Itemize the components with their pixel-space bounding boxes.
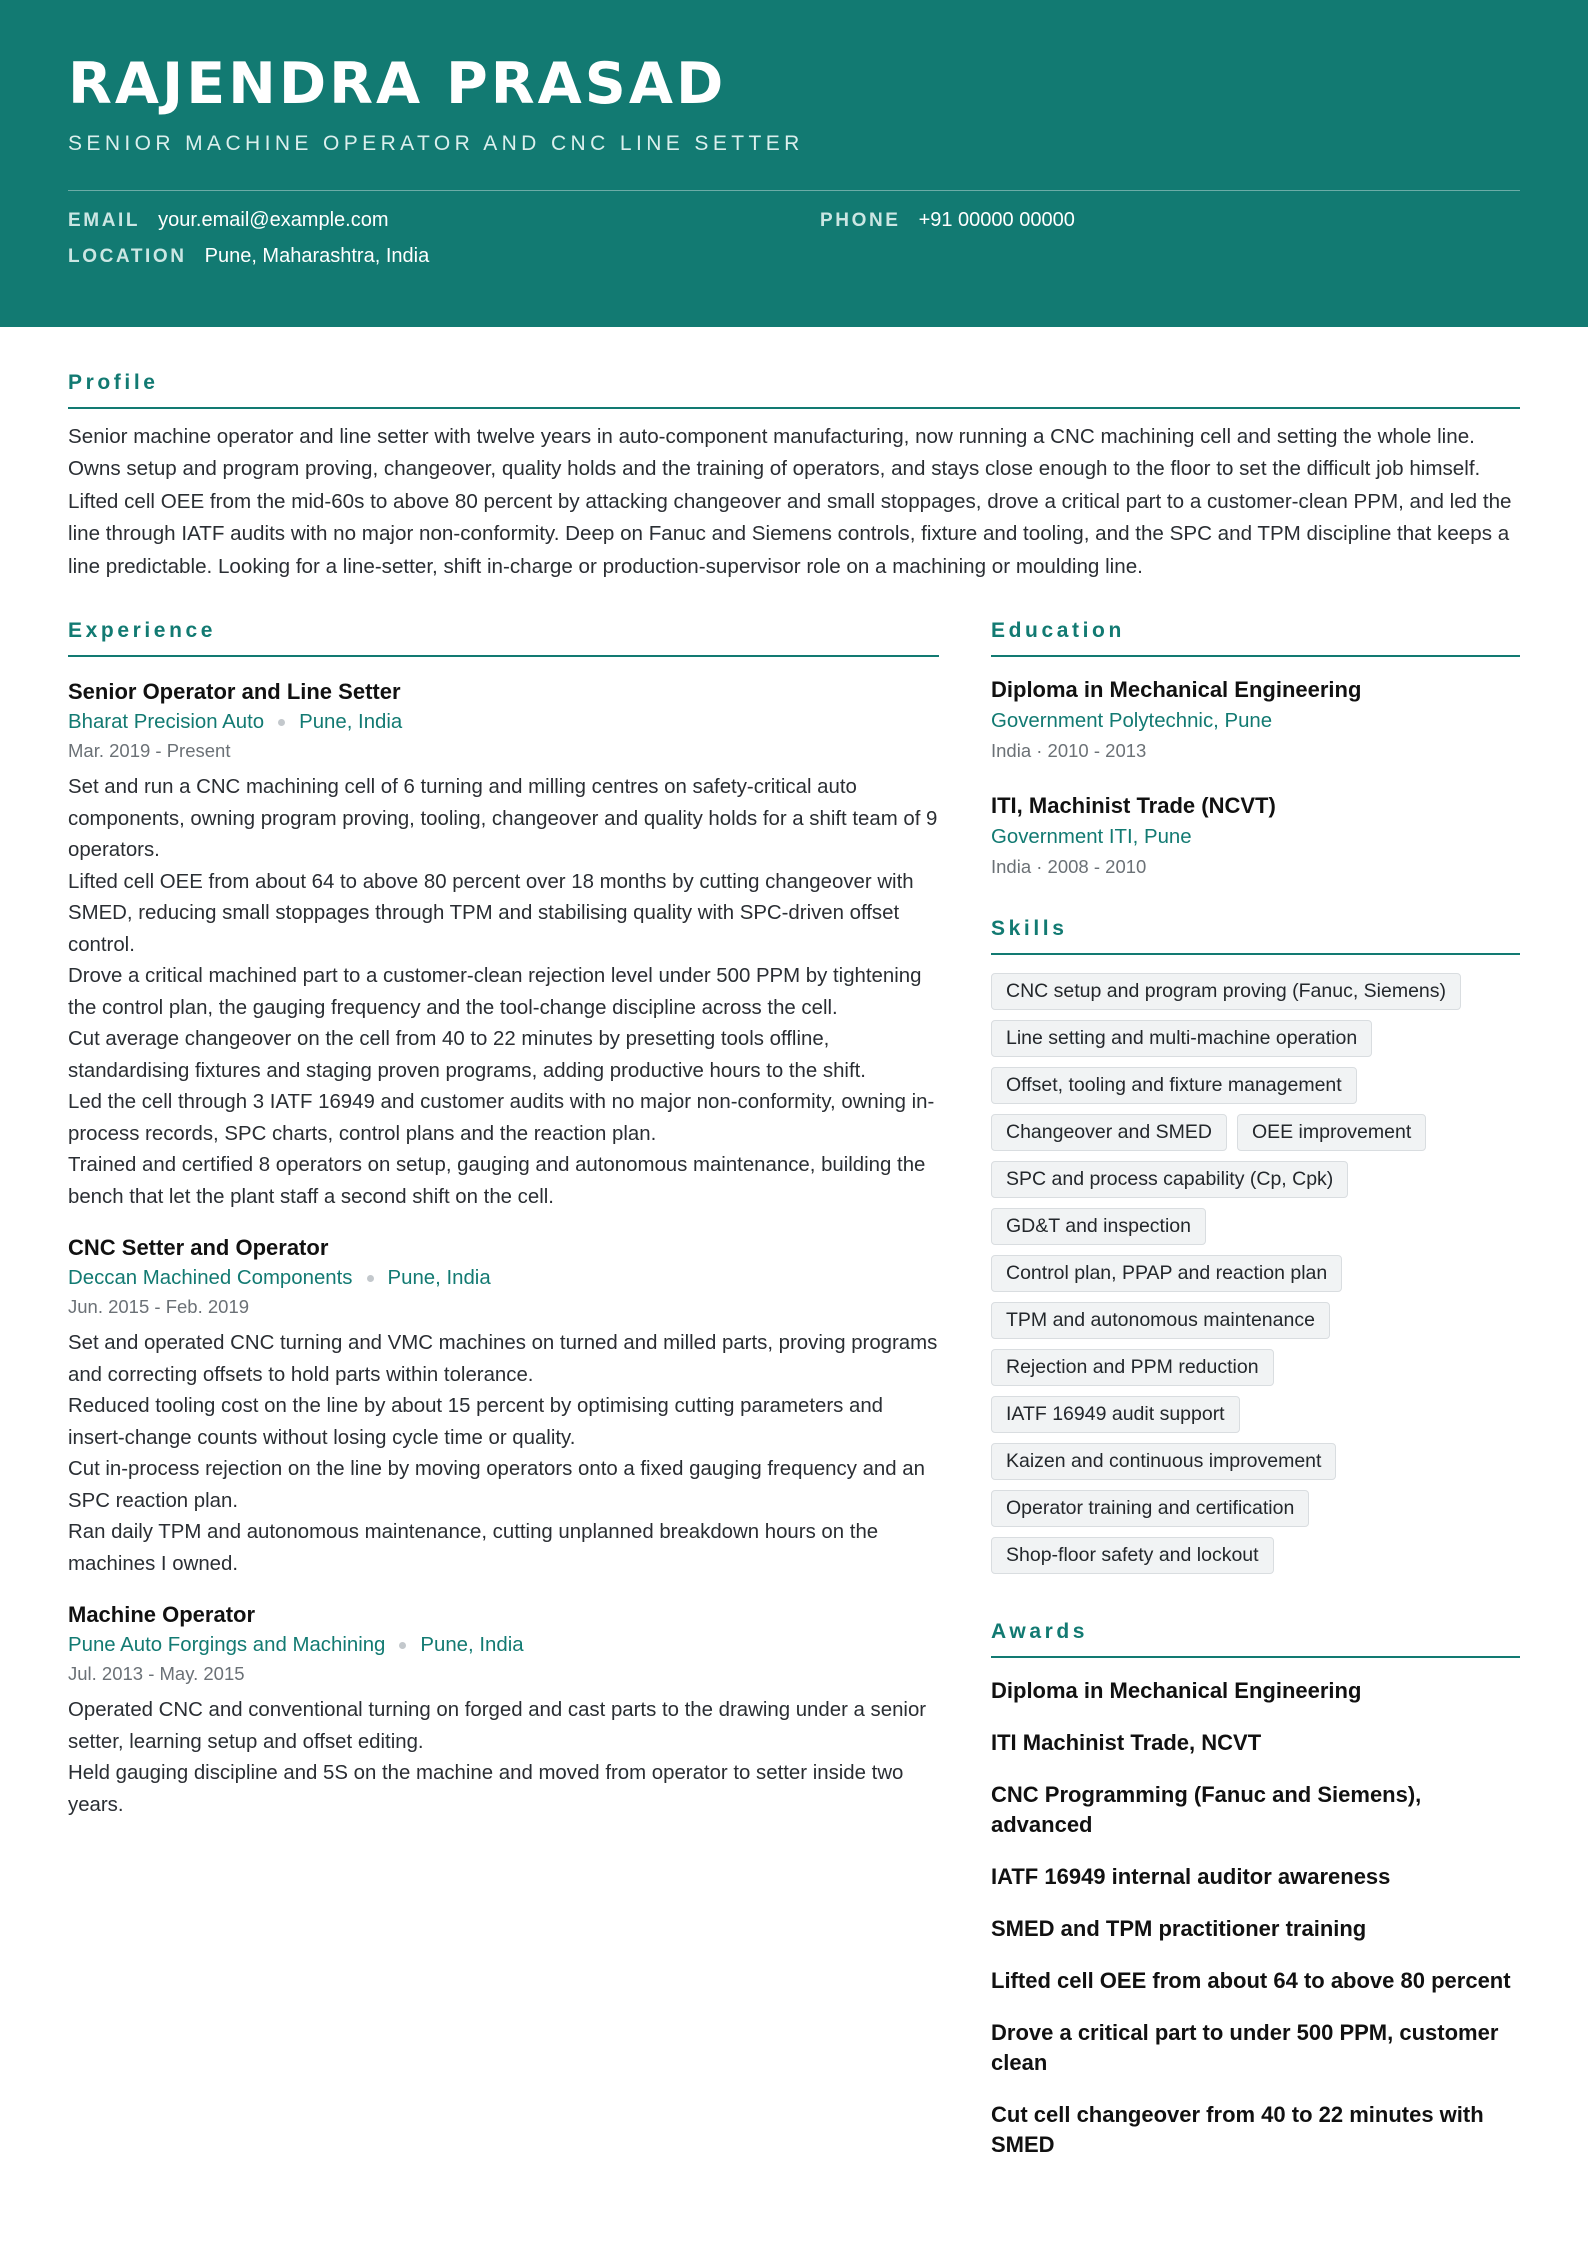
education-details: India · 2010 - 2013: [991, 740, 1147, 762]
job-title: CNC Setter and Operator: [68, 1235, 329, 1261]
job-dates: Jun. 2015 - Feb. 2019: [68, 1296, 250, 1318]
award-item: IATF 16949 internal auditor awareness: [991, 1864, 1391, 1890]
job-bullet: Held gauging discipline and 5S on the machine and moved from operator to setter inside two years.: [68, 1762, 904, 1816]
skill-chip: IATF 16949 audit support: [991, 1396, 1240, 1433]
location-label: LOCATION: [68, 246, 187, 267]
skill-chip: Offset, tooling and fixture management: [991, 1067, 1357, 1104]
job-company: Bharat Precision Auto: [68, 711, 265, 734]
phone-value[interactable]: +91 00000 00000: [918, 209, 1075, 231]
section-title: Skills: [991, 917, 1520, 955]
job-meta: [68, 1263, 939, 1293]
awards-section: [991, 1620, 1520, 2160]
job-company: Pune Auto Forgings and Machining: [68, 1634, 386, 1657]
job-bullet: Operated CNC and conventional turning on forged and cast parts to the drawing under a senior setter, learning setup and offset editing.: [68, 1699, 927, 1753]
job-location: Pune, India: [299, 711, 403, 734]
job-bullet: Reduced tooling cost on the line by about 15 percent by optimising cutting parameters and insert-change counts without losing cycle time or quality.: [68, 1395, 883, 1449]
contact-phone: [820, 209, 1075, 232]
skill-chip: Shop-floor safety and lockout: [991, 1537, 1274, 1574]
job-company: Deccan Machined Components: [68, 1267, 353, 1290]
skill-chip: GD&T and inspection: [991, 1208, 1206, 1245]
job-description: [68, 772, 939, 1213]
profile-section: [68, 371, 1520, 583]
resume-body: [0, 327, 1588, 2182]
header-divider: [68, 190, 1520, 191]
education-degree: Diploma in Mechanical Engineering: [991, 677, 1362, 703]
section-title: Awards: [991, 1620, 1520, 1658]
job-entry: [68, 1600, 939, 1821]
job-bullet: Cut average changeover on the cell from 40 to 22 minutes by presetting tools offline, standardising fixtures and staging proven programs, adding productive hours to the shift.: [68, 1028, 866, 1082]
education-details: India · 2008 - 2010: [991, 856, 1147, 878]
contact-location: [68, 245, 429, 268]
email-value[interactable]: your.email@example.com: [158, 209, 389, 231]
right-column: [991, 619, 1520, 2182]
job-title: Senior Operator and Line Setter: [68, 679, 401, 705]
job-title: Machine Operator: [68, 1602, 256, 1628]
job-entry: [68, 1233, 939, 1580]
job-bullet: Set and operated CNC turning and VMC machines on turned and milled parts, proving programs and correcting offsets to hold parts within tolerance.: [68, 1332, 938, 1386]
skills-section: [991, 917, 1520, 1584]
profile-text: Senior machine operator and line setter with twelve years in auto-component manufacturing, now running a CNC machining cell and setting the whole line. Owns setup and program proving, changeover, quality holds and the training of operators, and stays close enough to the floor to set the difficult job himself. Lifted cell OEE from the mid-60s to above 80 percent by attacking changeover and small stoppages, drove a critical part to a customer-clean PPM, and led the line through IATF audits with no major non-conformity. Deep on Fanuc and Siemens controls, fixture and tooling, and the SPC and TPM discipline that keeps a line predictable. Looking for a line-setter, shift in-charge or production-supervisor role on a machining or moulding line.: [68, 425, 1512, 578]
location-value: Pune, Maharashtra, India: [204, 245, 430, 267]
separator-dot-icon: [278, 719, 285, 726]
skill-chip: OEE improvement: [1237, 1114, 1426, 1151]
job-bullet: Set and run a CNC machining cell of 6 turning and milling centres on safety-critical auto components, owning program proving, tooling, changeover and quality holds for a shift team of 9 operators.: [68, 776, 938, 862]
award-item: SMED and TPM practitioner training: [991, 1916, 1367, 1942]
education-section: [991, 619, 1520, 881]
job-meta: [68, 707, 939, 737]
education-school: Government Polytechnic, Pune: [991, 710, 1273, 733]
skill-chip: CNC setup and program proving (Fanuc, Siemens): [991, 973, 1461, 1010]
section-title: Experience: [68, 619, 939, 657]
separator-dot-icon: [367, 1275, 374, 1282]
job-bullet: Drove a critical machined part to a customer-clean rejection level under 500 PPM by tightening the control plan, the gauging frequency and the tool-change discipline across the cell.: [68, 965, 922, 1019]
contact-block: [68, 209, 1520, 289]
section-title: Profile: [68, 371, 1520, 409]
candidate-role: SENIOR MACHINE OPERATOR AND CNC LINE SETTER: [68, 132, 804, 155]
skill-chip: Changeover and SMED: [991, 1114, 1227, 1151]
job-dates: Jul. 2013 - May. 2015: [68, 1663, 245, 1685]
skill-chip: SPC and process capability (Cp, Cpk): [991, 1161, 1348, 1198]
resume-header: [0, 0, 1588, 327]
section-title: Education: [991, 619, 1520, 657]
skill-chip: Operator training and certification: [991, 1490, 1309, 1527]
phone-label: PHONE: [820, 210, 901, 231]
award-item: Cut cell changeover from 40 to 22 minutes with SMED: [991, 2102, 1484, 2158]
experience-section: [68, 619, 939, 1821]
job-description: [68, 1695, 939, 1821]
education-entry: [991, 675, 1520, 765]
job-description: [68, 1328, 939, 1580]
job-bullet: Lifted cell OEE from about 64 to above 80 percent over 18 months by cutting changeover with SMED, reducing small stoppages through TPM and stabilising quality with SPC-driven offset control.: [68, 870, 914, 956]
contact-email: [68, 209, 389, 232]
skills-list: [991, 973, 1520, 1584]
job-bullet: Led the cell through 3 IATF 16949 and customer audits with no major non-conformity, owning in-process records, SPC charts, control plans and the reaction plan.: [68, 1091, 935, 1145]
candidate-name: RAJENDRA PRASAD: [68, 51, 727, 117]
email-label: EMAIL: [68, 210, 141, 231]
job-dates: Mar. 2019 - Present: [68, 740, 231, 762]
job-entry: [68, 677, 939, 1213]
job-bullet: Trained and certified 8 operators on setup, gauging and autonomous maintenance, building the bench that let the plant staff a second shift on the cell.: [68, 1154, 926, 1208]
education-entry: [991, 791, 1520, 881]
award-item: CNC Programming (Fanuc and Siemens), advanced: [991, 1782, 1422, 1838]
job-location: Pune, India: [420, 1634, 524, 1657]
education-degree: ITI, Machinist Trade (NCVT): [991, 793, 1276, 819]
awards-list: [991, 1676, 1520, 2160]
skill-chip: TPM and autonomous maintenance: [991, 1302, 1330, 1339]
left-column: [68, 619, 939, 2182]
job-meta: [68, 1630, 939, 1660]
skill-chip: Kaizen and continuous improvement: [991, 1443, 1336, 1480]
award-item: Lifted cell OEE from about 64 to above 80 percent: [991, 1968, 1511, 1994]
award-item: Diploma in Mechanical Engineering: [991, 1678, 1362, 1704]
job-bullet: Cut in-process rejection on the line by moving operators onto a fixed gauging frequency and an SPC reaction plan.: [68, 1458, 925, 1512]
award-item: ITI Machinist Trade, NCVT: [991, 1730, 1262, 1756]
separator-dot-icon: [399, 1642, 406, 1649]
award-item: Drove a critical part to under 500 PPM, customer clean: [991, 2020, 1499, 2076]
skill-chip: Line setting and multi-machine operation: [991, 1020, 1372, 1057]
skill-chip: Rejection and PPM reduction: [991, 1349, 1274, 1386]
job-location: Pune, India: [387, 1267, 491, 1290]
job-bullet: Ran daily TPM and autonomous maintenance, cutting unplanned breakdown hours on the machines I owned.: [68, 1521, 879, 1575]
two-column-layout: [68, 619, 1520, 2182]
education-school: Government ITI, Pune: [991, 826, 1192, 849]
skill-chip: Control plan, PPAP and reaction plan: [991, 1255, 1342, 1292]
